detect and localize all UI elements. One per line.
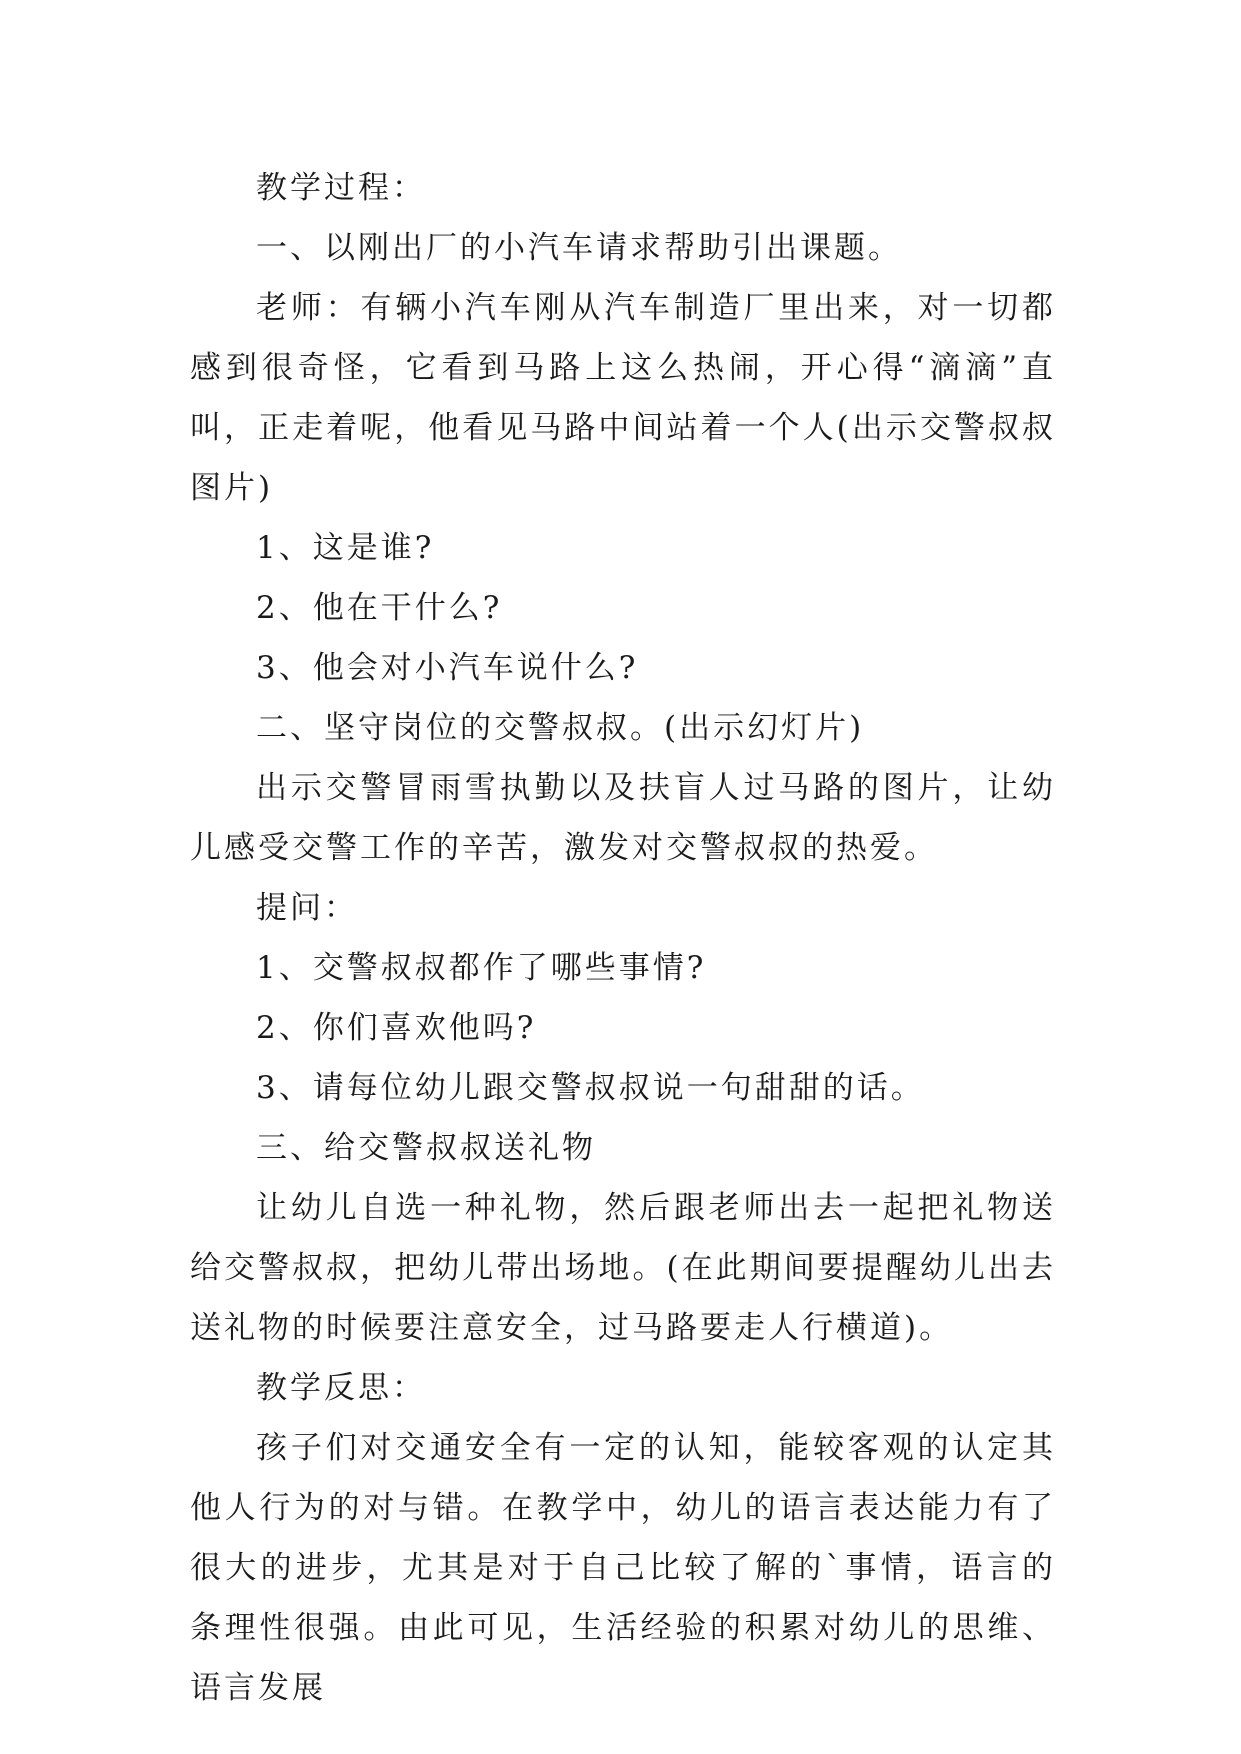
section-heading-reflection: 教学反思： [256, 1370, 426, 1406]
section-heading-one: 一、以刚出厂的小汽车请求帮助引出课题。 [256, 230, 902, 266]
section-heading-process: 教学过程： [256, 170, 426, 206]
paragraph-gift-activity: 让幼儿自选一种礼物，然后跟老师出去一起把礼物送给交警叔叔，把幼儿带出场地。(在此期间要提醒幼儿出去送礼物的时候要注意安全，过马路要走人行横道)。 [190, 1190, 1056, 1346]
question-item-6: 3、请每位幼儿跟交警叔叔说一句甜甜的话。 [256, 1070, 925, 1106]
question-item-3: 3、他会对小汽车说什么? [256, 650, 639, 686]
paragraph-reflection: 孩子们对交通安全有一定的认知，能较客观的认定其他人行为的对与错。在教学中，幼儿的语言表达能力有了很大的进步，尤其是对于自己比较了解的`事情，语言的条理性很强。由此可见，生活经验的积累对幼儿的思维、语言发展 [190, 1430, 1056, 1706]
question-item-2: 2、他在干什么? [256, 590, 503, 626]
section-heading-three: 三、给交警叔叔送礼物 [256, 1130, 596, 1166]
question-item-5: 2、你们喜欢他吗? [256, 1010, 537, 1046]
paragraph-show-pictures: 出示交警冒雨雪执勤以及扶盲人过马路的图片，让幼儿感受交警工作的辛苦，激发对交警叔叔的热爱。 [190, 770, 1056, 866]
label-questions: 提问： [256, 890, 358, 926]
question-item-4: 1、交警叔叔都作了哪些事情? [256, 950, 707, 986]
document-body [190, 158, 1056, 1718]
section-heading-two: 二、坚守岗位的交警叔叔。(出示幻灯片) [256, 710, 865, 746]
paragraph-teacher-story: 老师：有辆小汽车刚从汽车制造厂里出来，对一切都感到很奇怪，它看到马路上这么热闹，开心得“滴滴”直叫，正走着呢，他看见马路中间站着一个人(出示交警叔叔图片) [190, 290, 1056, 506]
question-item-1: 1、这是谁? [256, 530, 435, 566]
